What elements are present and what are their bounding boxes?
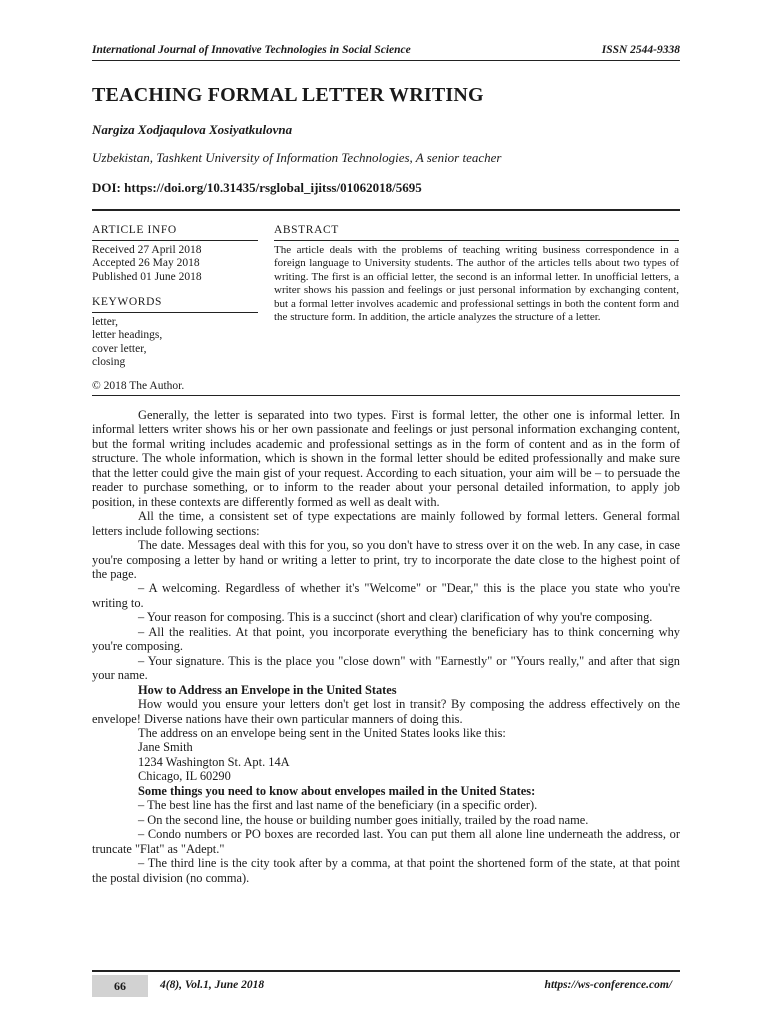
address-line: 1234 Washington St. Apt. 14A [138,754,290,769]
keyword: closing [92,356,126,368]
article-body [92,408,680,885]
list-item: – All the realities. At that point, you incorporate everything the beneficiary has to think concerning why you're composing. [92,624,680,654]
body-paragraph: The date. Messages deal with this for you, so you don't have to stress over it on the web. In any case, in case you're composing a letter by hand or writing a letter to print, try to incorporate the date close to the highest point of the page. [92,538,680,581]
copyright-notice: © 2018 The Author. [92,380,185,392]
list-item: – On the second line, the house or building number goes initially, trailed by the road name. [138,812,589,827]
keywords-heading: KEYWORDS [92,296,162,308]
footer-issue: 4(8), Vol.1, June 2018 [160,979,265,991]
list-item: – The third line is the city took after by a comma, at that point the shortened form of the state, at that point the postal division (no comma). [92,856,680,885]
body-paragraph: How would you ensure your letters don't get lost in transit? By composing the address effectively on the envelope! Diverse nations have their own particular manners of doing this. [92,697,680,726]
copyright-rule [92,395,680,396]
received-date: Received 27 April 2018 [92,243,202,256]
list-item: – Condo numbers or PO boxes are recorded last. You can put them all alone line underneath the address, or truncate "Flat" as "Adept." [92,827,680,856]
author-name: Nargiza Xodjaqulova Xosiyatkulovna [92,122,293,137]
page-number: 66 [92,975,148,997]
keyword: letter, [92,315,119,328]
abstract-rule [274,240,679,241]
abstract-text: The article deals with the problems of teaching writing business correspondence in a foreign language to University students. The author of the articles tells about two types of writing. The first is an official letter, the second is an informal letter. In unofficial letters, a writer shows his passion and feelings or just personal information by exchanging content, but a formal letter involves academic and professional settings in both the content form and the structure form. In addition, the article analyzes the structure of a letter. [274,243,679,323]
abstract-heading: ABSTRACT [274,224,339,236]
body-paragraph: The address on an envelope being sent in the United States looks like this: [138,725,506,740]
list-item: – Your reason for composing. This is a succinct (short and clear) clarification of why you're composing. [138,610,653,625]
author-affiliation: Uzbekistan, Tashkent University of Information Technologies, A senior teacher [92,150,502,165]
keyword: cover letter, [92,342,147,355]
address-line: Jane Smith [138,740,193,755]
doi-line[interactable]: DOI: https://doi.org/10.31435/rsglobal_ijitss/01062018/5695 [92,180,422,195]
section-subheading: How to Address an Envelope in the United States [138,682,397,697]
body-paragraph: Generally, the letter is separated into two types. First is formal letter, the other one is informal letter. In informal letters writer shows his or her own passionate and feelings or just personal information exchanging content, but the formal writing includes academic and professional settings as in the form of content and as in the form of structure. The whole information, which is shown in the formal letter should be edited professionally and make sure that the letter could give the main gist of your request. According to each situation, your aim will be – to persuade the reader to purchase something, or to inform to the reader about your personal detailed information, to apply job position, in these contexts are differently formed as well as dealt with. [92,408,680,509]
footer-rule [92,970,680,972]
header-rule [92,60,680,61]
article-title: TEACHING FORMAL LETTER WRITING [92,84,484,106]
list-item: – Your signature. This is the place you "close down" with "Earnestly" or "Yours really," and after that sign your name. [92,653,680,683]
abstract-column [274,224,679,325]
accepted-date: Accepted 26 May 2018 [92,257,200,269]
doi-rule [92,209,680,211]
article-info-rule [92,240,258,241]
article-info-column [92,224,258,370]
keywords-rule [92,312,258,313]
list-item: – The best line has the first and last name of the beneficiary (in a specific order). [138,798,538,813]
article-info-heading: ARTICLE INFO [92,224,177,236]
list-item: – A welcoming. Regardless of whether it's "Welcome" or "Dear," this is the place you state who you're writing to. [92,581,680,610]
running-header [92,44,680,56]
footer-url[interactable]: https://ws-conference.com/ [544,979,672,991]
journal-name: International Journal of Innovative Technologies in Social Science [92,44,411,56]
address-line: Chicago, IL 60290 [138,769,231,784]
issn-label: ISSN 2544-9338 [601,44,680,56]
section-subheading: Some things you need to know about envelopes mailed in the United States: [138,783,536,798]
body-paragraph: All the time, a consistent set of type expectations are mainly followed by formal letters. General formal letters include following sections: [92,509,680,538]
keyword: letter headings, [92,329,163,341]
published-date: Published 01 June 2018 [92,270,202,283]
